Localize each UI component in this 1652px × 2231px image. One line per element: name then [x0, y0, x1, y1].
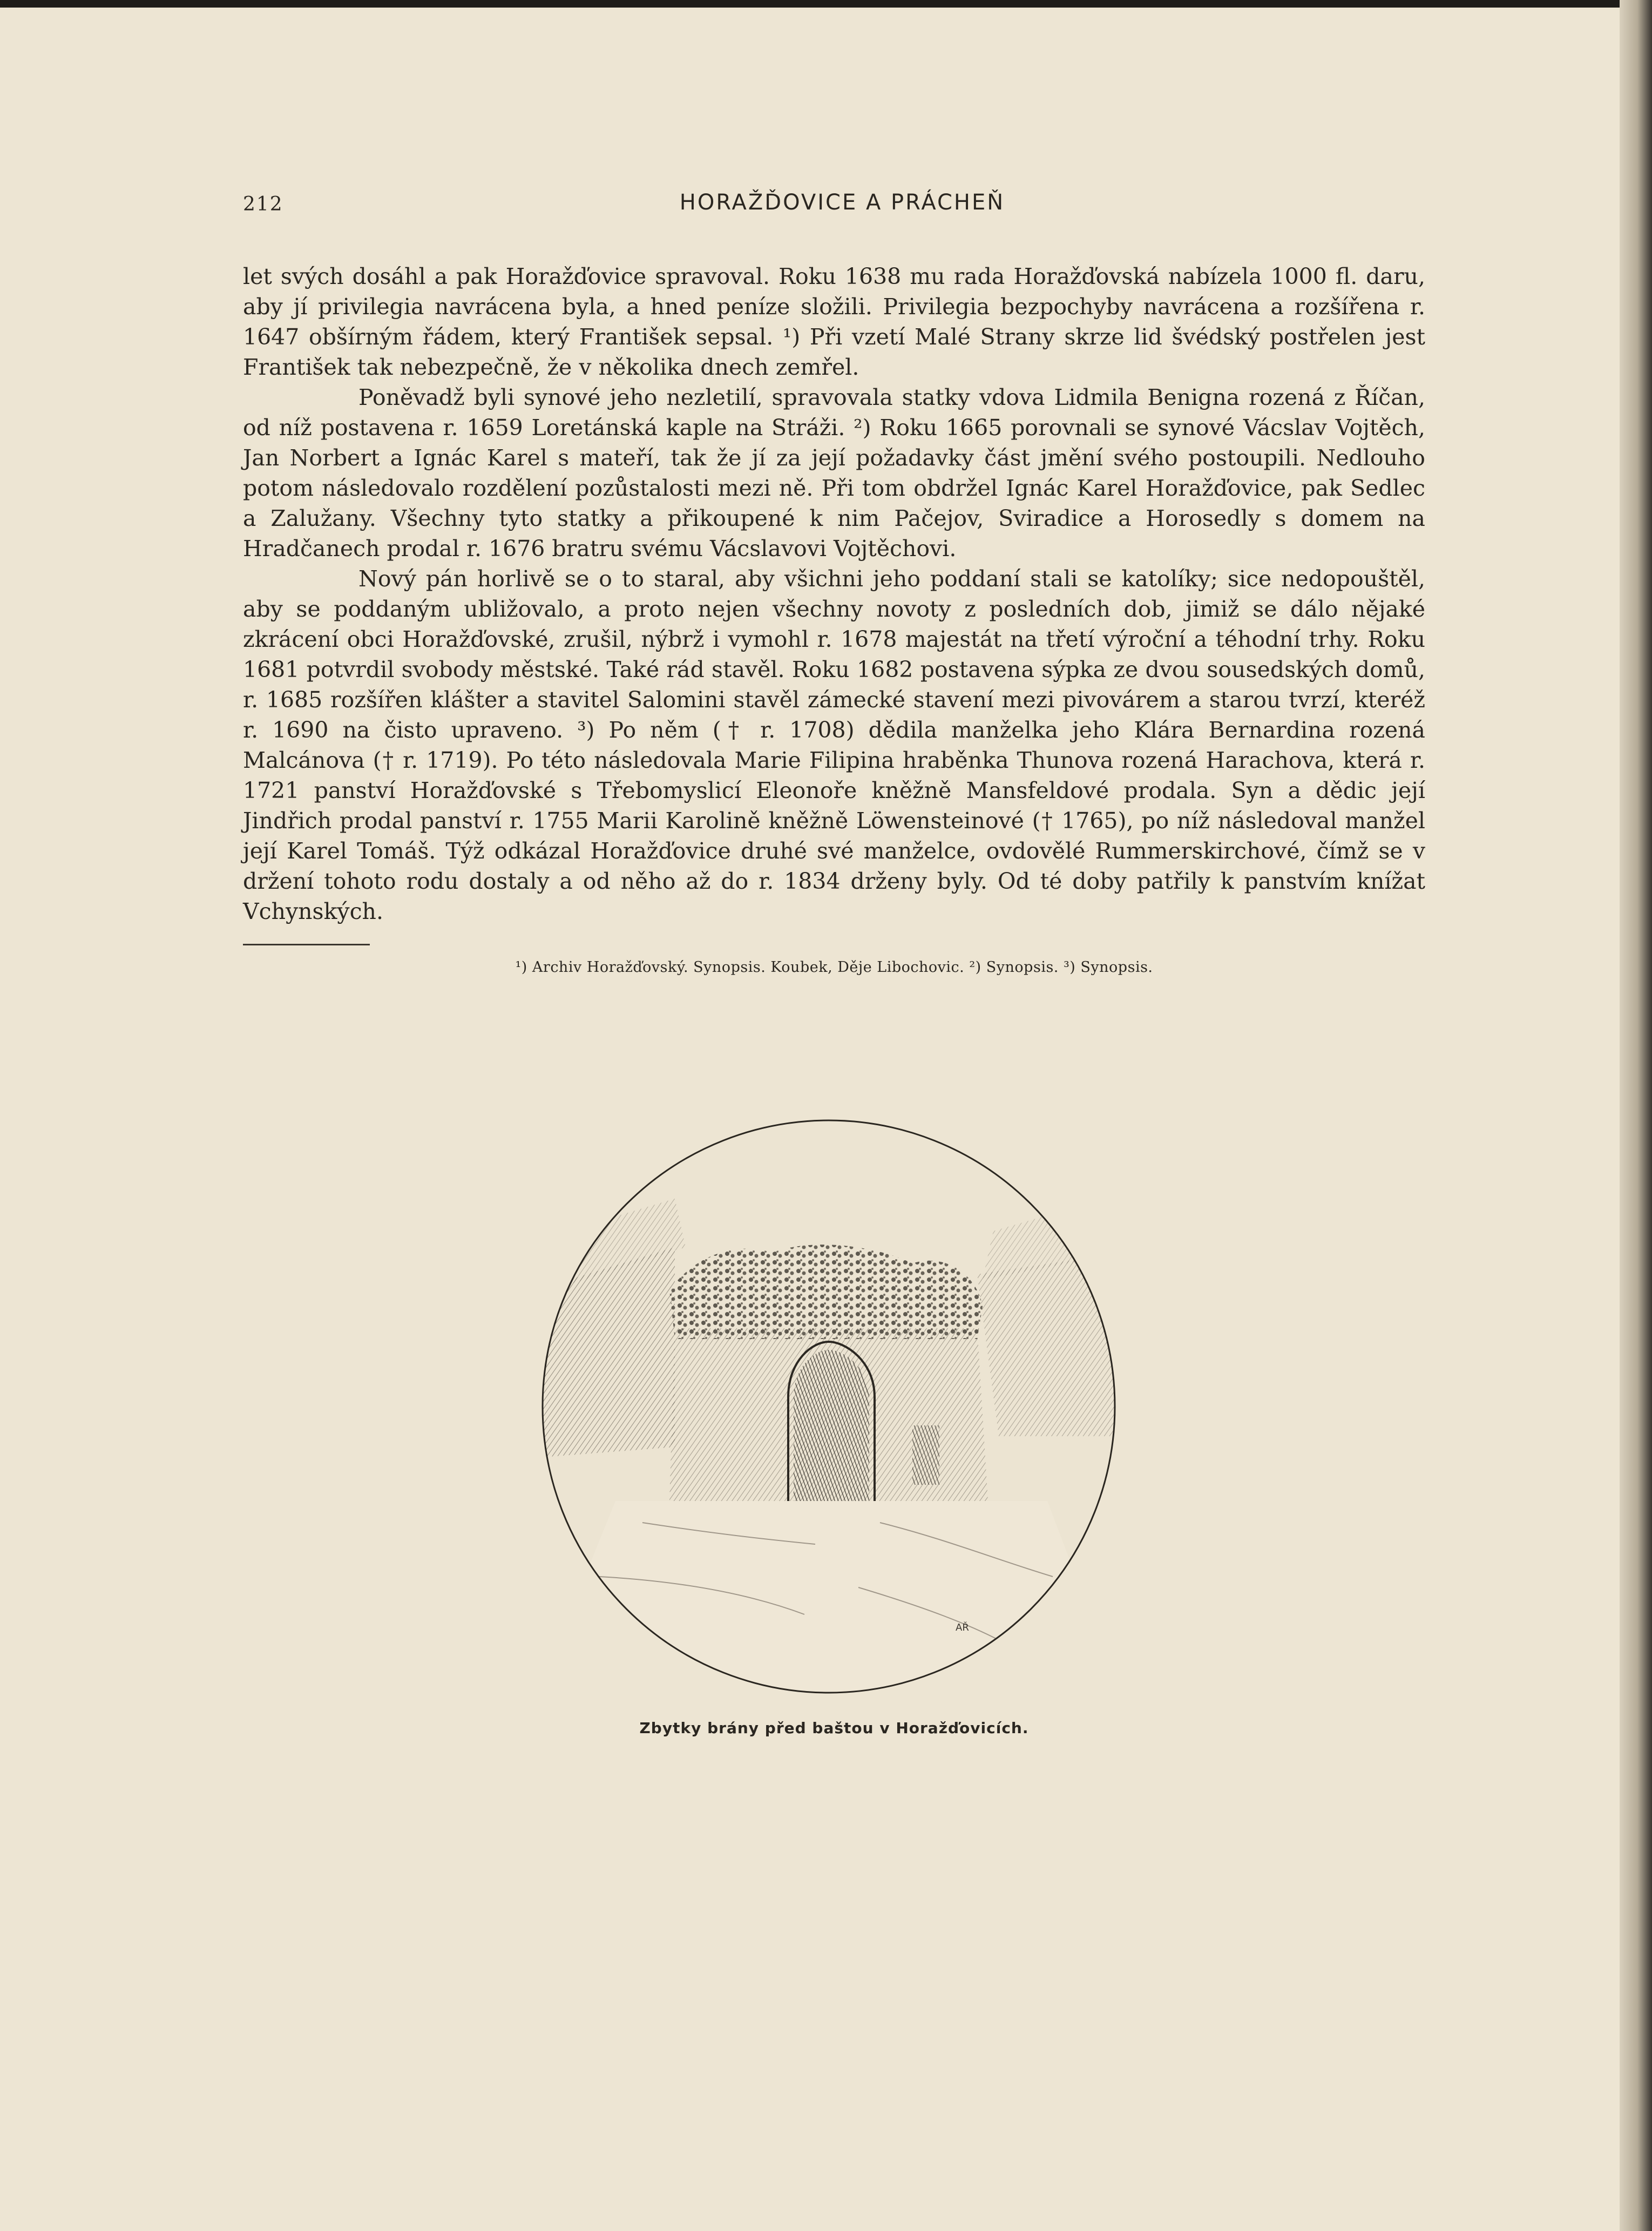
page-number: 212 — [243, 193, 283, 215]
road — [534, 1501, 1123, 1701]
footnotes: ¹) Archiv Horažďovský. Synopsis. Koubek, Děje Libochovic. ²) Synopsis. ³) Synopsis. — [515, 959, 1153, 976]
gate-illustration — [534, 1112, 1123, 1701]
gate-arch-opening — [794, 1350, 869, 1501]
scan-edge-top — [0, 0, 1652, 8]
right-building-shading — [977, 1253, 1123, 1436]
paragraph-3: Nový pán horlivě se o to staral, aby všichni jeho poddaní stali se katolíky; sice nedopouštěl, aby se poddaným ubližovalo, a proto nejen všechny novoty z posledních dob, jimiž se dálo nějaké zkrácení obci Horažďovské, zrušil, nýbrž i vymohl r. 1678 majestát na třetí výroční a téhodní trhy. Roku 1681 potvrdil svobody městské. Také rád stavěl. Roku 1682 postavena sýpka ze dvou sousedských domů, r. 1685 rozšířen klášter a stavitel Salomini stavěl zámecké stavení mezi pivovárem a starou tvrzí, kteréž r. 1690 na čisto upraveno. ³) Po něm († r. 1708) dědila manželka jeho Klára Bernardina rozená Malcánova († r. 1719). Po této následovala Marie Filipina hraběnka Thunova rozená Harachova, která r. 1721 panství Horažďovské s Třebomyslicí Eleonoře kněžně Mansfeldové prodala. Syn a dědic její Jindřich prodal panství r. 1755 Marii Karolině kněžně Löwensteinové († 1765), po níž následoval manžel její Karel Tomáš. Týž odkázal Horažďovice druhé své manželce, ovdovělé Rummerskirchové, čímž se v držení tohoto rodu dostaly a od něho až do r. 1834 drženy byly. Od té doby patřily k panstvím knížat Vchynských. — [243, 566, 1425, 924]
scan-edge-right — [1620, 0, 1652, 2231]
footnote-rule — [243, 944, 370, 945]
running-title: HORAŽĎOVICE A PRÁCHEŇ — [679, 190, 1005, 215]
page-header — [243, 190, 1441, 226]
left-building-shading — [534, 1247, 675, 1458]
illustration-caption: Zbytky brány před baštou v Horažďovicích. — [639, 1719, 1029, 1737]
paragraph-1: let svých dosáhl a pak Horažďovice spravoval. Roku 1638 mu rada Horažďovská nabízela 1000 fl. daru, aby jí privilegia navrácena byla, a hned peníze složili. Privilegia bezpochyby navrácena a rozšířena r. 1647 obšírným řádem, který František sepsal. ¹) Při vzetí Malé Strany skrze lid švédský postřelen jest František tak nebezpečně, že v několika dnech zemřel. — [243, 263, 1425, 380]
artist-signature: AŘ — [956, 1622, 969, 1633]
paragraph-2: Poněvadž byli synové jeho nezletilí, spravovala statky vdova Lidmila Benigna rozená z Říčan, od níž postavena r. 1659 Loretánská kaple na Stráži. ²) Roku 1665 porovnali se synové Vácslav Vojtěch, Jan Norbert a Ignác Karel s mateří, tak že jí za její požadavky část jmění svého postoupili. Nedlouho potom následovalo rozdělení pozůstalosti mezi ně. Při tom obdržel Ignác Karel Horažďovice, pak Sedlec a Zalužany. Všechny tyto statky a přikoupené k nim Pačejov, Sviradice a Horosedly s domem na Hradčanech prodal r. 1676 bratru svému Vácslavovi Vojtěchovi. — [243, 384, 1425, 562]
side-doorway — [912, 1425, 939, 1485]
body-text — [243, 261, 1425, 927]
